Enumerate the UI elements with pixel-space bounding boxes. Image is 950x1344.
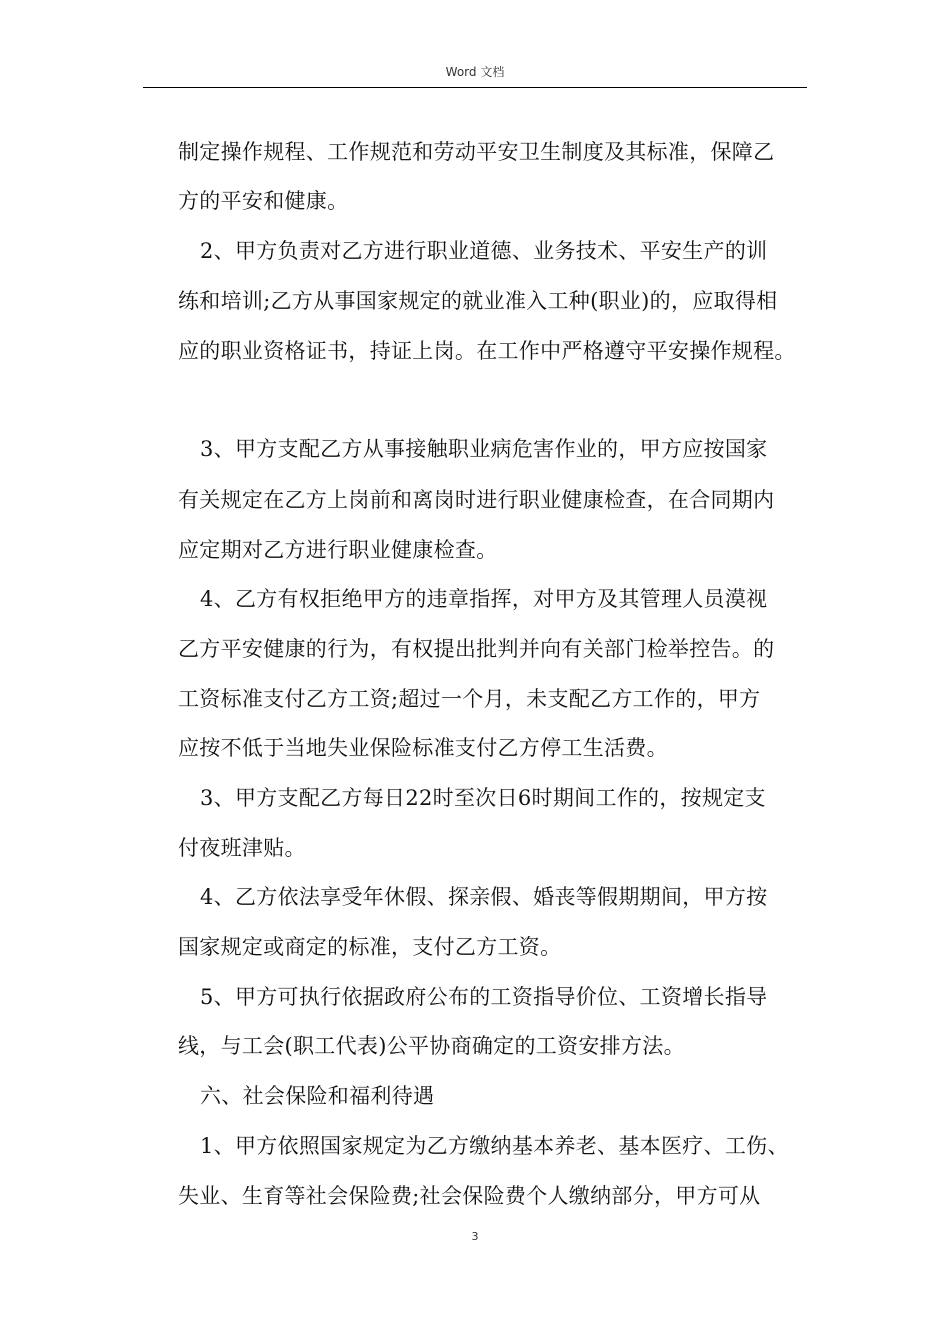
text-line: 失业、生育等社会保险费;社会保险费个人缴纳部分，甲方可从: [178, 1184, 761, 1208]
text-line: 乙方平安健康的行为，有权提出批判并向有关部门检举控告。的: [178, 637, 775, 661]
page-number: 3: [471, 1230, 479, 1243]
text-line: 4、乙方依法享受年休假、探亲假、婚丧等假期期间，甲方按: [200, 885, 768, 909]
text-line: 练和培训;乙方从事国家规定的就业准入工种(职业)的，应取得相: [178, 289, 778, 313]
text-line: 2、甲方负责对乙方进行职业道德、业务技术、平安生产的训: [200, 239, 768, 263]
text-line: 有关规定在乙方上岗前和离岗时进行职业健康检查，在合同期内: [178, 488, 775, 512]
text-line: 1、甲方依照国家规定为乙方缴纳基本养老、基本医疗、工伤、: [200, 1134, 789, 1158]
text-line: 付夜班津贴。: [178, 836, 306, 860]
text-line: 应定期对乙方进行职业健康检查。: [178, 538, 498, 562]
text-line: 应的职业资格证书，持证上岗。在工作中严格遵守平安操作规程。: [178, 339, 796, 363]
text-line: 应按不低于当地失业保险标准支付乙方停工生活费。: [178, 736, 668, 760]
text-line: 3、甲方支配乙方从事接触职业病危害作业的，甲方应按国家: [200, 437, 768, 461]
page-header: Word 文档: [445, 65, 505, 79]
text-line: 5、甲方可执行依据政府公布的工资指导价位、工资增长指导: [200, 985, 768, 1009]
text-line: 国家规定或商定的标准，支付乙方工资。: [178, 935, 562, 959]
section-heading: 六、社会保险和福利待遇: [200, 1084, 435, 1108]
text-line: 方的平安和健康。: [178, 189, 349, 213]
text-line: 线，与工会(职工代表)公平协商确定的工资安排方法。: [178, 1034, 685, 1058]
text-line: 4、乙方有权拒绝甲方的违章指挥，对甲方及其管理人员漠视: [200, 587, 768, 611]
text-line: 工资标准支付乙方工资;超过一个月，未支配乙方工作的，甲方: [178, 687, 761, 711]
text-line: 制定操作规程、工作规范和劳动平安卫生制度及其标准，保障乙: [178, 140, 775, 164]
text-line: 3、甲方支配乙方每日22时至次日6时期间工作的，按规定支: [200, 786, 766, 810]
